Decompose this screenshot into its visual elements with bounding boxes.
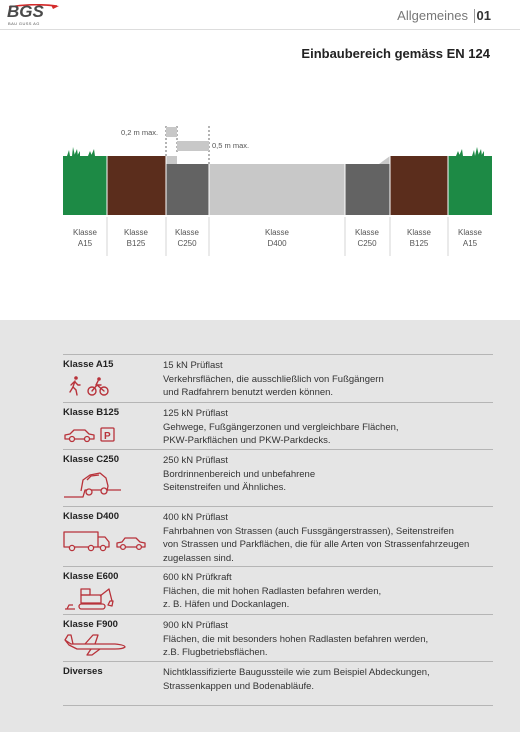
class-row-b125 bbox=[63, 402, 493, 449]
zone-label-d400-2: D400 bbox=[267, 239, 287, 248]
class-description bbox=[163, 407, 493, 448]
class-name: Klasse F900 bbox=[63, 619, 118, 630]
logo-subtext: BAU GUSS AG bbox=[8, 21, 40, 26]
load-class-table bbox=[63, 354, 493, 706]
zone-label-b125-right-1: Klasse bbox=[406, 228, 432, 237]
page-header bbox=[0, 0, 520, 30]
class-description bbox=[163, 666, 493, 693]
class-load: 900 kN Prüflast bbox=[163, 620, 228, 631]
class-desc-line: z. B. Häfen und Dockanlagen. bbox=[163, 599, 290, 611]
zone-label-d400-1: Klasse bbox=[264, 228, 290, 237]
zone-b125-left bbox=[107, 156, 166, 215]
zone-d400 bbox=[209, 164, 345, 215]
zone-label-c250-left-2: C250 bbox=[177, 239, 197, 248]
grass-left-icon bbox=[67, 147, 95, 156]
truck-car-icon bbox=[63, 529, 147, 553]
car-on-curb-icon bbox=[63, 470, 123, 500]
car-parking-icon bbox=[63, 426, 118, 444]
dim-bar-05 bbox=[177, 141, 209, 151]
class-load: 400 kN Prüflast bbox=[163, 512, 228, 523]
class-name: Klasse C250 bbox=[63, 454, 119, 465]
logo-text: BGS bbox=[7, 2, 44, 21]
class-desc-line: Bordrinnenbereich und unbefahrene bbox=[163, 468, 316, 480]
header-divider bbox=[0, 29, 520, 30]
zone-label-b125-left-1: Klasse bbox=[123, 228, 149, 237]
page-title: Einbaubereich gemäss EN 124 bbox=[301, 46, 490, 61]
section-divider bbox=[474, 9, 475, 23]
dim-label-02: 0,2 m max. bbox=[121, 128, 159, 137]
zone-c250-right bbox=[345, 164, 390, 215]
curb-left bbox=[166, 156, 177, 164]
class-description bbox=[163, 454, 493, 495]
grass-right-icon bbox=[456, 147, 484, 156]
class-row-d400 bbox=[63, 506, 493, 566]
class-desc-line: z.B. Flugbetriebsflächen. bbox=[163, 647, 268, 659]
class-description bbox=[163, 619, 493, 660]
class-row-c250 bbox=[63, 449, 493, 506]
class-desc-line: Gehwege, Fußgängerzonen und vergleichbare Flächen, bbox=[163, 421, 399, 433]
zone-a15-left bbox=[63, 156, 107, 215]
class-name: Klasse D400 bbox=[63, 511, 119, 522]
class-name: Klasse B125 bbox=[63, 407, 119, 418]
class-desc-line: Strassenkappen und Bodenabläufe. bbox=[163, 680, 315, 692]
class-description bbox=[163, 571, 493, 612]
class-desc-line: Verkehrsflächen, die ausschließlich von Fußgängern bbox=[163, 373, 384, 385]
class-load: 600 kN Prüfkraft bbox=[163, 572, 232, 583]
class-name: Diverses bbox=[63, 666, 103, 677]
class-description bbox=[163, 359, 493, 400]
zone-label-a15-right-2: A15 bbox=[462, 239, 478, 248]
class-desc-line: zugelassen sind. bbox=[163, 552, 234, 564]
zone-label-a15-left-1: Klasse bbox=[72, 228, 98, 237]
zone-c250-left bbox=[166, 164, 209, 215]
class-load: 125 kN Prüflast bbox=[163, 408, 228, 419]
zone-label-a15-left-2: A15 bbox=[77, 239, 93, 248]
class-desc-line: Nichtklassifizierte Baugussteile wie zum Beispiel Abdeckungen, bbox=[163, 667, 430, 678]
class-desc-line: und Radfahrern benutzt werden können. bbox=[163, 387, 334, 399]
svg-text:P: P bbox=[104, 431, 111, 442]
dim-bar-02 bbox=[166, 127, 177, 137]
class-load: 250 kN Prüflast bbox=[163, 455, 228, 466]
class-desc-line: Flächen, die mit hohen Radlasten befahren werden, bbox=[163, 585, 382, 597]
zone-label-c250-right-2: C250 bbox=[357, 239, 377, 248]
class-desc-line: PKW-Parkflächen und PKW-Parkdecks. bbox=[163, 435, 331, 447]
class-row-diverses bbox=[63, 661, 493, 706]
class-description bbox=[163, 511, 493, 565]
class-row-f900 bbox=[63, 614, 493, 661]
class-desc-line: Fahrbahnen von Strassen (auch Fussgängerstrassen), Seitenstreifen bbox=[163, 525, 454, 537]
excavator-icon bbox=[63, 583, 115, 611]
bgs-logo bbox=[7, 4, 67, 26]
class-desc-line: von Strassen und Parkflächen, die für alle Arten von Strassenfahrzeugen bbox=[163, 539, 470, 551]
zone-label-a15-right-1: Klasse bbox=[457, 228, 483, 237]
class-name: Klasse E600 bbox=[63, 571, 119, 582]
curb-right bbox=[379, 156, 390, 164]
zone-label-c250-left-1: Klasse bbox=[174, 228, 200, 237]
class-row-e600 bbox=[63, 566, 493, 614]
zone-label-b125-right-2: B125 bbox=[409, 239, 429, 248]
class-name: Klasse A15 bbox=[63, 359, 114, 370]
installation-zones-diagram bbox=[0, 118, 520, 258]
class-desc-line: Seitenstreifen und Ähnliches. bbox=[163, 482, 287, 494]
section-name: Allgemeines bbox=[397, 8, 468, 23]
class-desc-line: Flächen, die mit besonders hohen Radlasten befahren werden, bbox=[163, 633, 429, 645]
zone-a15-right bbox=[448, 156, 492, 215]
pedestrian-cyclist-icon bbox=[63, 375, 113, 397]
dim-label-05: 0,5 m max. bbox=[212, 141, 250, 150]
zone-label-c250-right-1: Klasse bbox=[354, 228, 380, 237]
page-number: 01 bbox=[476, 8, 491, 23]
class-row-a15 bbox=[63, 354, 493, 402]
zone-label-b125-left-2: B125 bbox=[126, 239, 146, 248]
airplane-icon bbox=[63, 632, 127, 656]
class-load: 15 kN Prüflast bbox=[163, 360, 223, 371]
zone-b125-right bbox=[390, 156, 448, 215]
